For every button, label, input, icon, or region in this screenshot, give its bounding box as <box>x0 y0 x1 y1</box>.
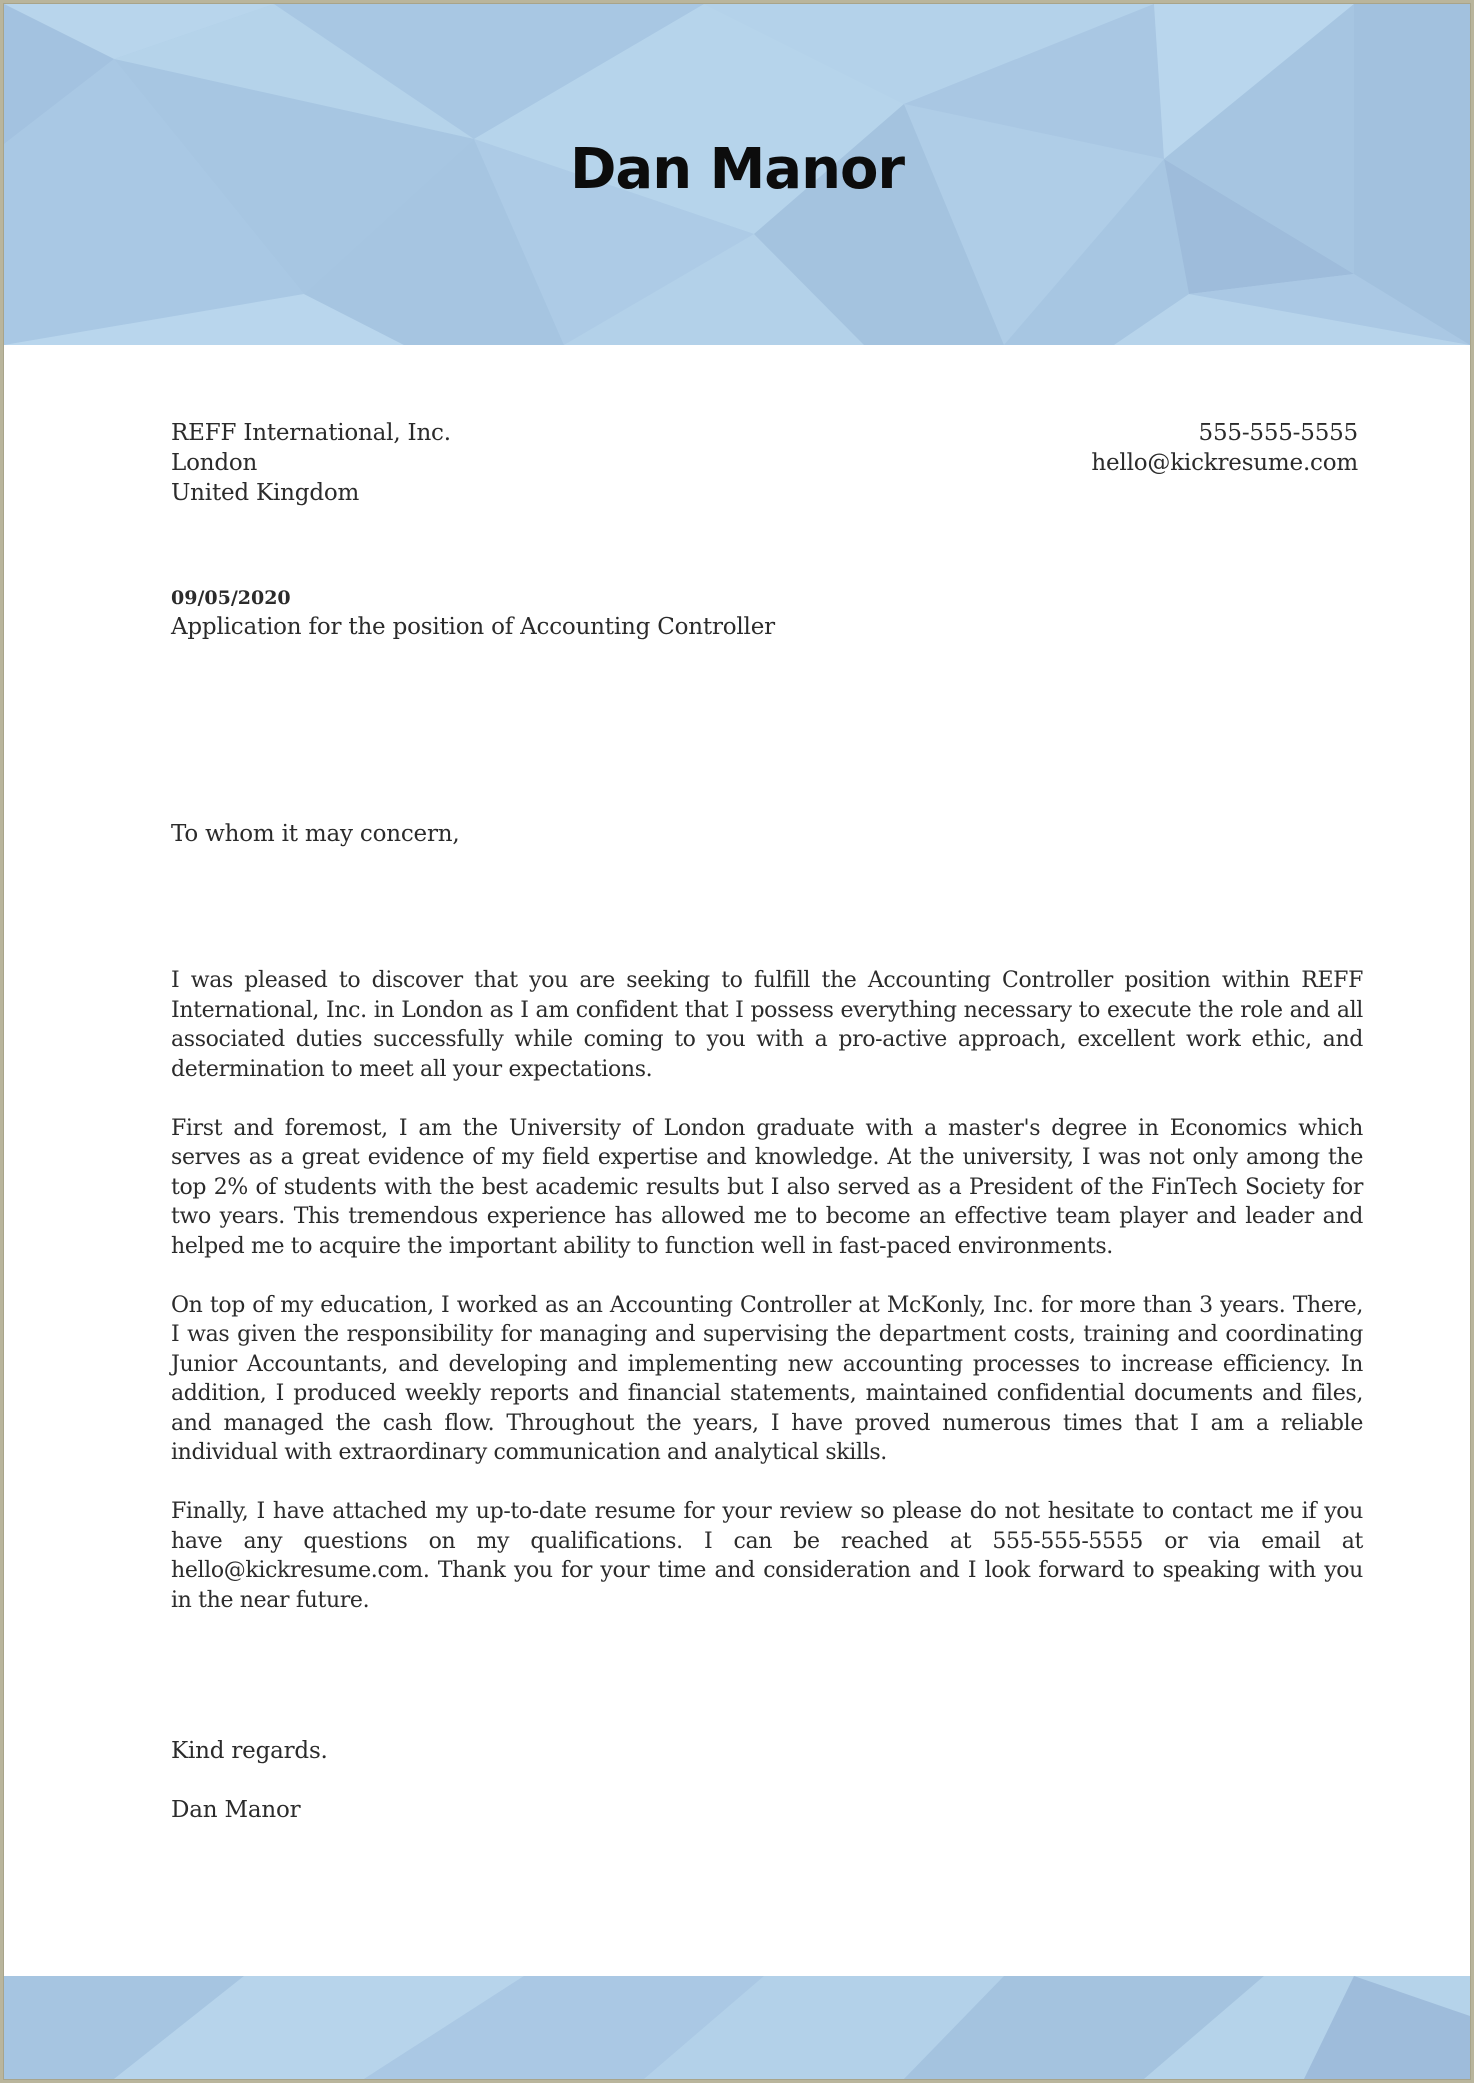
paragraph-closing: Finally, I have attached my up-to-date resume for your review so please do not hesitate to contact me if you have any questions on my qualifications. I can be reached at 555-555-5555 or via email at hello@kickresume.com. Thank you for your time and consideration and I look forward to speaking with you in the near future. <box>171 1499 1363 1613</box>
closing-phrase: Kind regards. <box>171 1738 328 1764</box>
paragraph-intro: I was pleased to discover that you are seeking to fulfill the Accounting Controller position within REFF International, Inc. in London as I am confident that I possess everything necessary to execute the role and all associated duties successfully while coming to you with a pro-active approach, excellent work ethic, and determination to meet all your expectations. <box>171 968 1363 1082</box>
letter-date: 09/05/2020 <box>171 587 291 609</box>
applicant-name: Dan Manor <box>569 137 905 202</box>
salutation: To whom it may concern, <box>171 821 460 847</box>
header-banner <box>4 4 1470 345</box>
contact-info <box>1091 418 1358 478</box>
signature-name: Dan Manor <box>171 1797 301 1823</box>
letter-body <box>171 966 1363 1645</box>
recipient-country: United Kingdom <box>171 480 360 506</box>
footer-banner <box>4 1976 1470 2079</box>
recipient-company: REFF International, Inc. <box>171 420 451 446</box>
recipient-city: London <box>171 450 258 476</box>
letter-subject: Application for the position of Accounting Controller <box>171 614 775 640</box>
paragraph-education: First and foremost, I am the University of London graduate with a master's degree in Economics which serves as a great evidence of my field expertise and knowledge. At the university, I was not only among the top 2% of students with the best academic results but I also served as a President of the FinTech Society for two years. This tremendous experience has allowed me to become an effective team player and leader and helped me to acquire the important ability to function well in fast-paced environments. <box>171 1115 1363 1259</box>
contact-phone: 555-555-5555 <box>1198 420 1358 446</box>
letter-page <box>3 3 1471 2080</box>
recipient-address <box>171 418 451 508</box>
paragraph-experience: On top of my education, I worked as an Accounting Controller at McKonly, Inc. for more than 3 years. There, I was given the responsibility for managing and supervising the department costs, training and coordinating Junior Accountants, and developing and implementing new accounting processes to increase efficiency. In addition, I produced weekly reports and financial statements, maintained confidential documents and files, and managed the cash flow. Throughout the years, I have proved numerous times that I am a reliable individual with extraordinary communication and analytical skills. <box>171 1292 1363 1465</box>
contact-email: hello@kickresume.com <box>1091 450 1358 476</box>
polygon-pattern-footer <box>4 1976 1470 2079</box>
